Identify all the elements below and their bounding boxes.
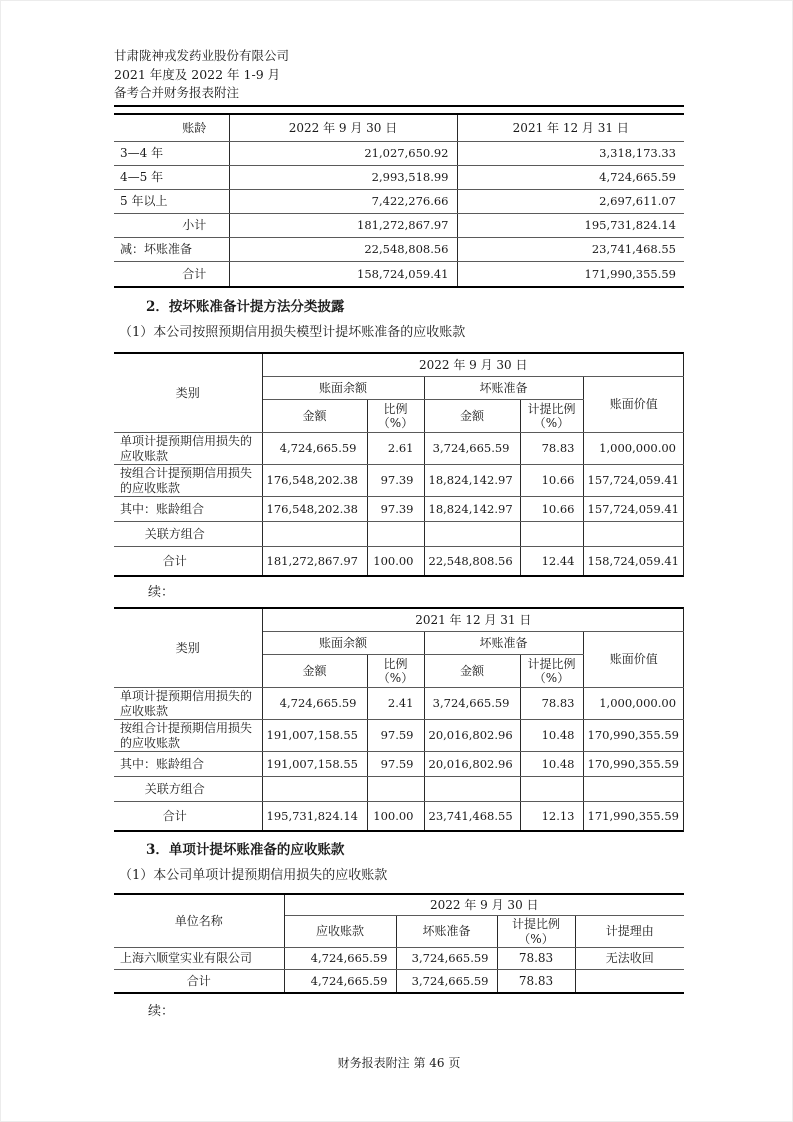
table-header-row	[114, 609, 684, 632]
header-cell: 账面价值	[583, 632, 684, 688]
value-cell: 22,548,808.56	[229, 238, 457, 262]
value-cell	[583, 522, 684, 547]
aging-table	[114, 113, 684, 288]
value-cell: 2,697,611.07	[457, 190, 684, 214]
value-cell: 78.83	[497, 948, 575, 970]
label-cell: 减：坏账准备	[114, 238, 229, 262]
continued-label: 续：	[148, 584, 175, 600]
value-cell: 97.39	[367, 465, 424, 497]
value-cell	[520, 522, 583, 547]
value-cell: 4,724,665.59	[262, 688, 367, 720]
individual-provision-table	[114, 893, 684, 994]
section-heading-3: 3．单项计提坏账准备的应收账款	[146, 841, 345, 858]
company-name: 甘肃陇神戎发药业股份有限公司	[114, 48, 290, 63]
category-cell: 合计	[114, 802, 262, 830]
header-cell: 金额	[262, 655, 367, 688]
table-row	[114, 190, 684, 214]
value-cell: 3,724,665.59	[424, 688, 520, 720]
header-cell: 坏账准备	[396, 916, 497, 948]
page-footer: 财务报表附注 第 46 页	[337, 1055, 461, 1070]
header-cell: 2021 年 12 月 31 日	[457, 115, 684, 142]
table-row	[114, 166, 684, 190]
value-cell: 12.44	[520, 547, 583, 575]
label-cell: 合计	[114, 970, 284, 992]
category-cell: 其中：账龄组合	[114, 752, 262, 777]
value-cell: 100.00	[367, 802, 424, 830]
value-cell: 3,724,665.59	[396, 970, 497, 992]
header-cell: 比例（%）	[367, 400, 424, 433]
value-cell: 4,724,665.59	[284, 970, 396, 992]
table-row	[114, 752, 684, 777]
table-row	[114, 777, 684, 802]
table-row	[114, 948, 684, 970]
label-cell: 4—5 年	[114, 166, 229, 190]
header-cell-line1: 计提比例	[527, 656, 576, 671]
value-cell: 21,027,650.92	[229, 142, 457, 166]
value-cell: 10.48	[520, 720, 583, 752]
value-cell: 195,731,824.14	[262, 802, 367, 830]
total-row	[114, 262, 684, 286]
value-cell: 171,990,355.59	[583, 802, 684, 830]
value-cell: 23,741,468.55	[457, 238, 684, 262]
table-row	[114, 522, 684, 547]
value-cell: 97.59	[367, 720, 424, 752]
table-row	[114, 433, 684, 465]
value-cell: 无法收回	[575, 948, 684, 970]
value-cell: 10.48	[520, 752, 583, 777]
header-cell: 账面余额	[262, 632, 424, 655]
category-cell: 关联方组合	[114, 777, 262, 802]
value-cell: 20,016,802.96	[424, 720, 520, 752]
value-cell: 18,824,142.97	[424, 465, 520, 497]
header-cell: 坏账准备	[424, 632, 583, 655]
category-cell: 单项计提预期信用损失的应收账款	[114, 433, 262, 465]
value-cell: 157,724,059.41	[583, 465, 684, 497]
value-cell: 97.59	[367, 752, 424, 777]
page-content	[114, 1, 684, 1071]
label-cell: 3—4 年	[114, 142, 229, 166]
value-cell: 191,007,158.55	[262, 752, 367, 777]
value-cell: 18,824,142.97	[424, 497, 520, 522]
value-cell	[575, 970, 684, 992]
value-cell: 2.41	[367, 688, 424, 720]
value-cell: 181,272,867.97	[262, 547, 367, 575]
provision-table-2022	[114, 352, 684, 577]
header-cell: 账龄	[114, 115, 229, 142]
value-cell: 23,741,468.55	[424, 802, 520, 830]
value-cell: 158,724,059.41	[583, 547, 684, 575]
value-cell	[367, 522, 424, 547]
category-cell: 单项计提预期信用损失的应收账款	[114, 688, 262, 720]
header-cell: 坏账准备	[424, 377, 583, 400]
table-row	[114, 720, 684, 752]
value-cell: 1,000,000.00	[583, 688, 684, 720]
category-cell: 其中：账龄组合	[114, 497, 262, 522]
value-cell: 4,724,665.59	[284, 948, 396, 970]
header-cell: 2021 年 12 月 31 日	[262, 609, 684, 632]
header-cell: 2022 年 9 月 30 日	[284, 895, 684, 916]
value-cell: 158,724,059.41	[229, 262, 457, 286]
category-cell: 按组合计提预期信用损失的应收账款	[114, 720, 262, 752]
value-cell	[262, 522, 367, 547]
value-cell	[424, 777, 520, 802]
value-cell: 3,724,665.59	[424, 433, 520, 465]
value-cell: 97.39	[367, 497, 424, 522]
value-cell: 100.00	[367, 547, 424, 575]
category-cell: 合计	[114, 547, 262, 575]
header-cell: 2022 年 9 月 30 日	[229, 115, 457, 142]
value-cell: 4,724,665.59	[262, 433, 367, 465]
table-row	[114, 688, 684, 720]
value-cell	[262, 777, 367, 802]
header-cell-line2: （%）	[533, 416, 570, 430]
header-cell: 应收账款	[284, 916, 396, 948]
value-cell: 1,000,000.00	[583, 433, 684, 465]
value-cell	[424, 522, 520, 547]
header-cell: 单位名称	[114, 895, 284, 948]
value-cell: 157,724,059.41	[583, 497, 684, 522]
value-cell: 78.83	[497, 970, 575, 992]
table-row	[114, 465, 684, 497]
header-cell-line1: 计提比例	[527, 401, 576, 416]
header-cell-line2: （%）	[533, 671, 570, 685]
table-header-row	[114, 354, 684, 377]
label-cell: 小计	[114, 214, 229, 238]
value-cell	[520, 777, 583, 802]
provision-table-2022-grid	[114, 354, 684, 575]
value-cell	[367, 777, 424, 802]
header-cell: 计提比例（%）	[497, 916, 575, 948]
table-row	[114, 238, 684, 262]
label-cell: 合计	[114, 262, 229, 286]
aging-table-grid	[114, 115, 684, 286]
value-cell: 2.61	[367, 433, 424, 465]
header-cell: 类别	[114, 609, 262, 688]
value-cell: 170,990,355.59	[583, 752, 684, 777]
value-cell: 12.13	[520, 802, 583, 830]
header-cell	[520, 400, 583, 433]
label-cell: 上海六顺堂实业有限公司	[114, 948, 284, 970]
label-cell: 5 年以上	[114, 190, 229, 214]
provision-table-2021-grid	[114, 609, 684, 830]
value-cell: 176,548,202.38	[262, 497, 367, 522]
table-header-row	[114, 895, 684, 916]
total-row	[114, 802, 684, 830]
value-cell: 191,007,158.55	[262, 720, 367, 752]
header-cell: 计提理由	[575, 916, 684, 948]
header-cell: 金额	[262, 400, 367, 433]
section-subheading-3-1: （1）本公司单项计提预期信用损失的应收账款	[119, 867, 388, 883]
value-cell: 10.66	[520, 465, 583, 497]
table-row	[114, 497, 684, 522]
section-heading-2: 2．按坏账准备计提方法分类披露	[146, 298, 345, 315]
subtotal-row	[114, 214, 684, 238]
header-cell: 账面余额	[262, 377, 424, 400]
value-cell: 78.83	[520, 688, 583, 720]
category-cell: 按组合计提预期信用损失的应收账款	[114, 465, 262, 497]
value-cell: 20,016,802.96	[424, 752, 520, 777]
value-cell: 4,724,665.59	[457, 166, 684, 190]
section-subheading-2-1: （1）本公司按照预期信用损失模型计提坏账准备的应收账款	[119, 324, 466, 340]
value-cell	[583, 777, 684, 802]
provision-table-2021	[114, 607, 684, 832]
header-cell: 账面价值	[583, 377, 684, 433]
header-cell	[520, 655, 583, 688]
header-cell: 2022 年 9 月 30 日	[262, 354, 684, 377]
value-cell: 10.66	[520, 497, 583, 522]
value-cell: 170,990,355.59	[583, 720, 684, 752]
value-cell: 195,731,824.14	[457, 214, 684, 238]
header-cell: 金额	[424, 655, 520, 688]
value-cell: 22,548,808.56	[424, 547, 520, 575]
value-cell: 78.83	[520, 433, 583, 465]
table-header-row	[114, 115, 684, 142]
total-row	[114, 970, 684, 992]
document-title: 备考合并财务报表附注	[114, 85, 240, 100]
report-period: 2021 年度及 2022 年 1-9 月	[114, 66, 281, 82]
header-cell: 类别	[114, 354, 262, 433]
value-cell: 181,272,867.97	[229, 214, 457, 238]
table-row	[114, 142, 684, 166]
continued-label: 续：	[148, 1003, 175, 1019]
individual-provision-table-grid	[114, 895, 684, 992]
header-rule	[114, 105, 684, 107]
value-cell: 2,993,518.99	[229, 166, 457, 190]
value-cell: 7,422,276.66	[229, 190, 457, 214]
header-cell: 比例（%）	[367, 655, 424, 688]
header-cell: 金额	[424, 400, 520, 433]
value-cell: 3,318,173.33	[457, 142, 684, 166]
value-cell: 3,724,665.59	[396, 948, 497, 970]
category-cell: 关联方组合	[114, 522, 262, 547]
total-row	[114, 547, 684, 575]
value-cell: 171,990,355.59	[457, 262, 684, 286]
value-cell: 176,548,202.38	[262, 465, 367, 497]
document-header	[114, 1, 684, 103]
